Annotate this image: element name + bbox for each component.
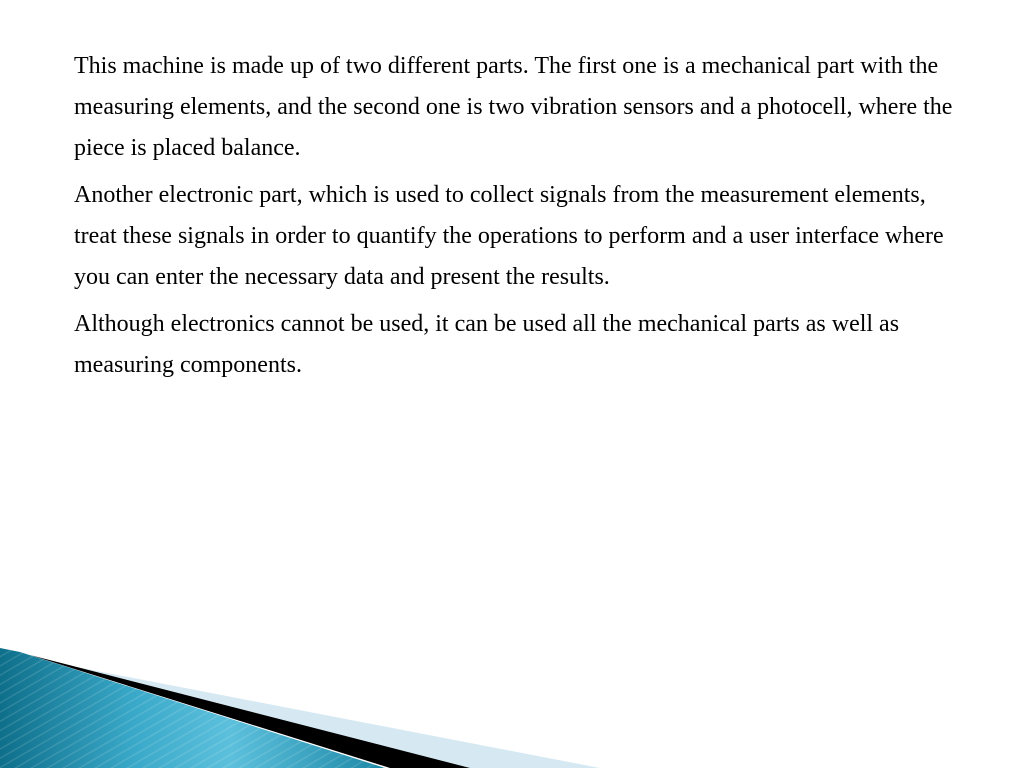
black-stripe [30, 655, 470, 768]
slide-body [74, 46, 974, 392]
paragraph-3: Although electronics cannot be used, it can be used all the mechanical parts as well as measuring components. [74, 311, 900, 378]
pale-band [40, 660, 600, 768]
teal-wedge [0, 648, 385, 768]
paragraph-1: This machine is made up of two different parts. The first one is a mechanical part with the measuring elements, and the second one is two vibration sensors and a photocell, where the piece is placed balance. [74, 53, 953, 161]
teal-wedge-texture [0, 648, 385, 768]
paragraph-2: Another electronic part, which is used to collect signals from the measurement elements, treat these signals in order to quantify the operations to perform and a user interface where you can enter the necessary data and present the results. [74, 182, 944, 290]
